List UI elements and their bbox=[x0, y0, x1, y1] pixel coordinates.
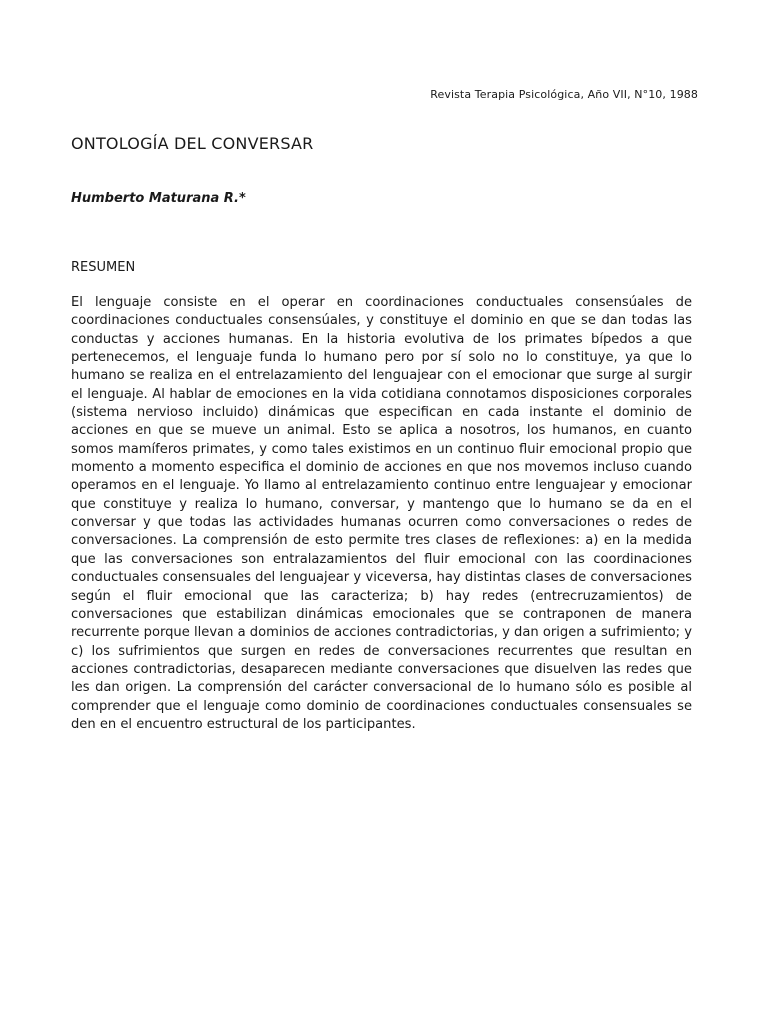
article-title: ONTOLOGÍA DEL CONVERSAR bbox=[71, 134, 314, 153]
author-name: Humberto Maturana R.* bbox=[71, 191, 246, 206]
abstract-heading: RESUMEN bbox=[71, 260, 136, 275]
abstract-body: El lenguaje consiste en el operar en coordinaciones conductuales consensúales de coordinaciones conductuales consensúales, y constituye el dominio en que se dan todas las conductas y acciones humanas. En la historia evolutiva de los primates bípedos a que pertenecemos, el lenguaje funda lo humano pero por sí solo no lo constituye, ya que lo humano se realiza en el entrelazamiento del lenguajear con el emocionar que surge al surgir el lenguaje. Al hablar de emociones en la vida cotidiana connotamos disposiciones corporales (sistema nervioso incluido) dinámicas que especifican en cada instante el dominio de acciones en que se mueve un animal. Esto se aplica a nosotros, los humanos, en cuanto somos mamíferos primates, y como tales existimos en un continuo fluir emocional propio que momento a momento especifica el dominio de acciones en que nos movemos incluso cuando operamos en el lenguaje. Yo llamo al entrelazamiento continuo entre lenguajear y emocionar que constituye y realiza lo humano, conversar, y mantengo que lo humano se da en el conversar y que todas las actividades humanas ocurren como conversaciones o redes de conversaciones. La comprensión de esto permite tres clases de reflexiones: a) en la medida que las conversaciones son entralazamientos del fluir emocional con las coordinaciones conductuales consensuales del lenguajear y viceversa, hay distintas clases de conversaciones según el fluir emocional que las caracteriza; b) hay redes (entrecruzamientos) de conversaciones que estabilizan dinámicas emocionales que se contraponen de manera recurrente porque llevan a dominios de acciones contradictorias, y dan origen a sufrimiento; y c) los sufrimientos que surgen en redes de conversaciones recurrentes que resultan en acciones contradictorias, desaparecen mediante conversaciones que disuelven las redes que les dan origen. La comprensión del carácter conversacional de lo humano sólo es posible al comprender que el lenguaje como dominio de coordinaciones conductuales consensuales se den en el encuentro estructural de los participantes. bbox=[71, 295, 692, 732]
journal-citation: Revista Terapia Psicológica, Año VII, N°10, 1988 bbox=[430, 88, 698, 101]
